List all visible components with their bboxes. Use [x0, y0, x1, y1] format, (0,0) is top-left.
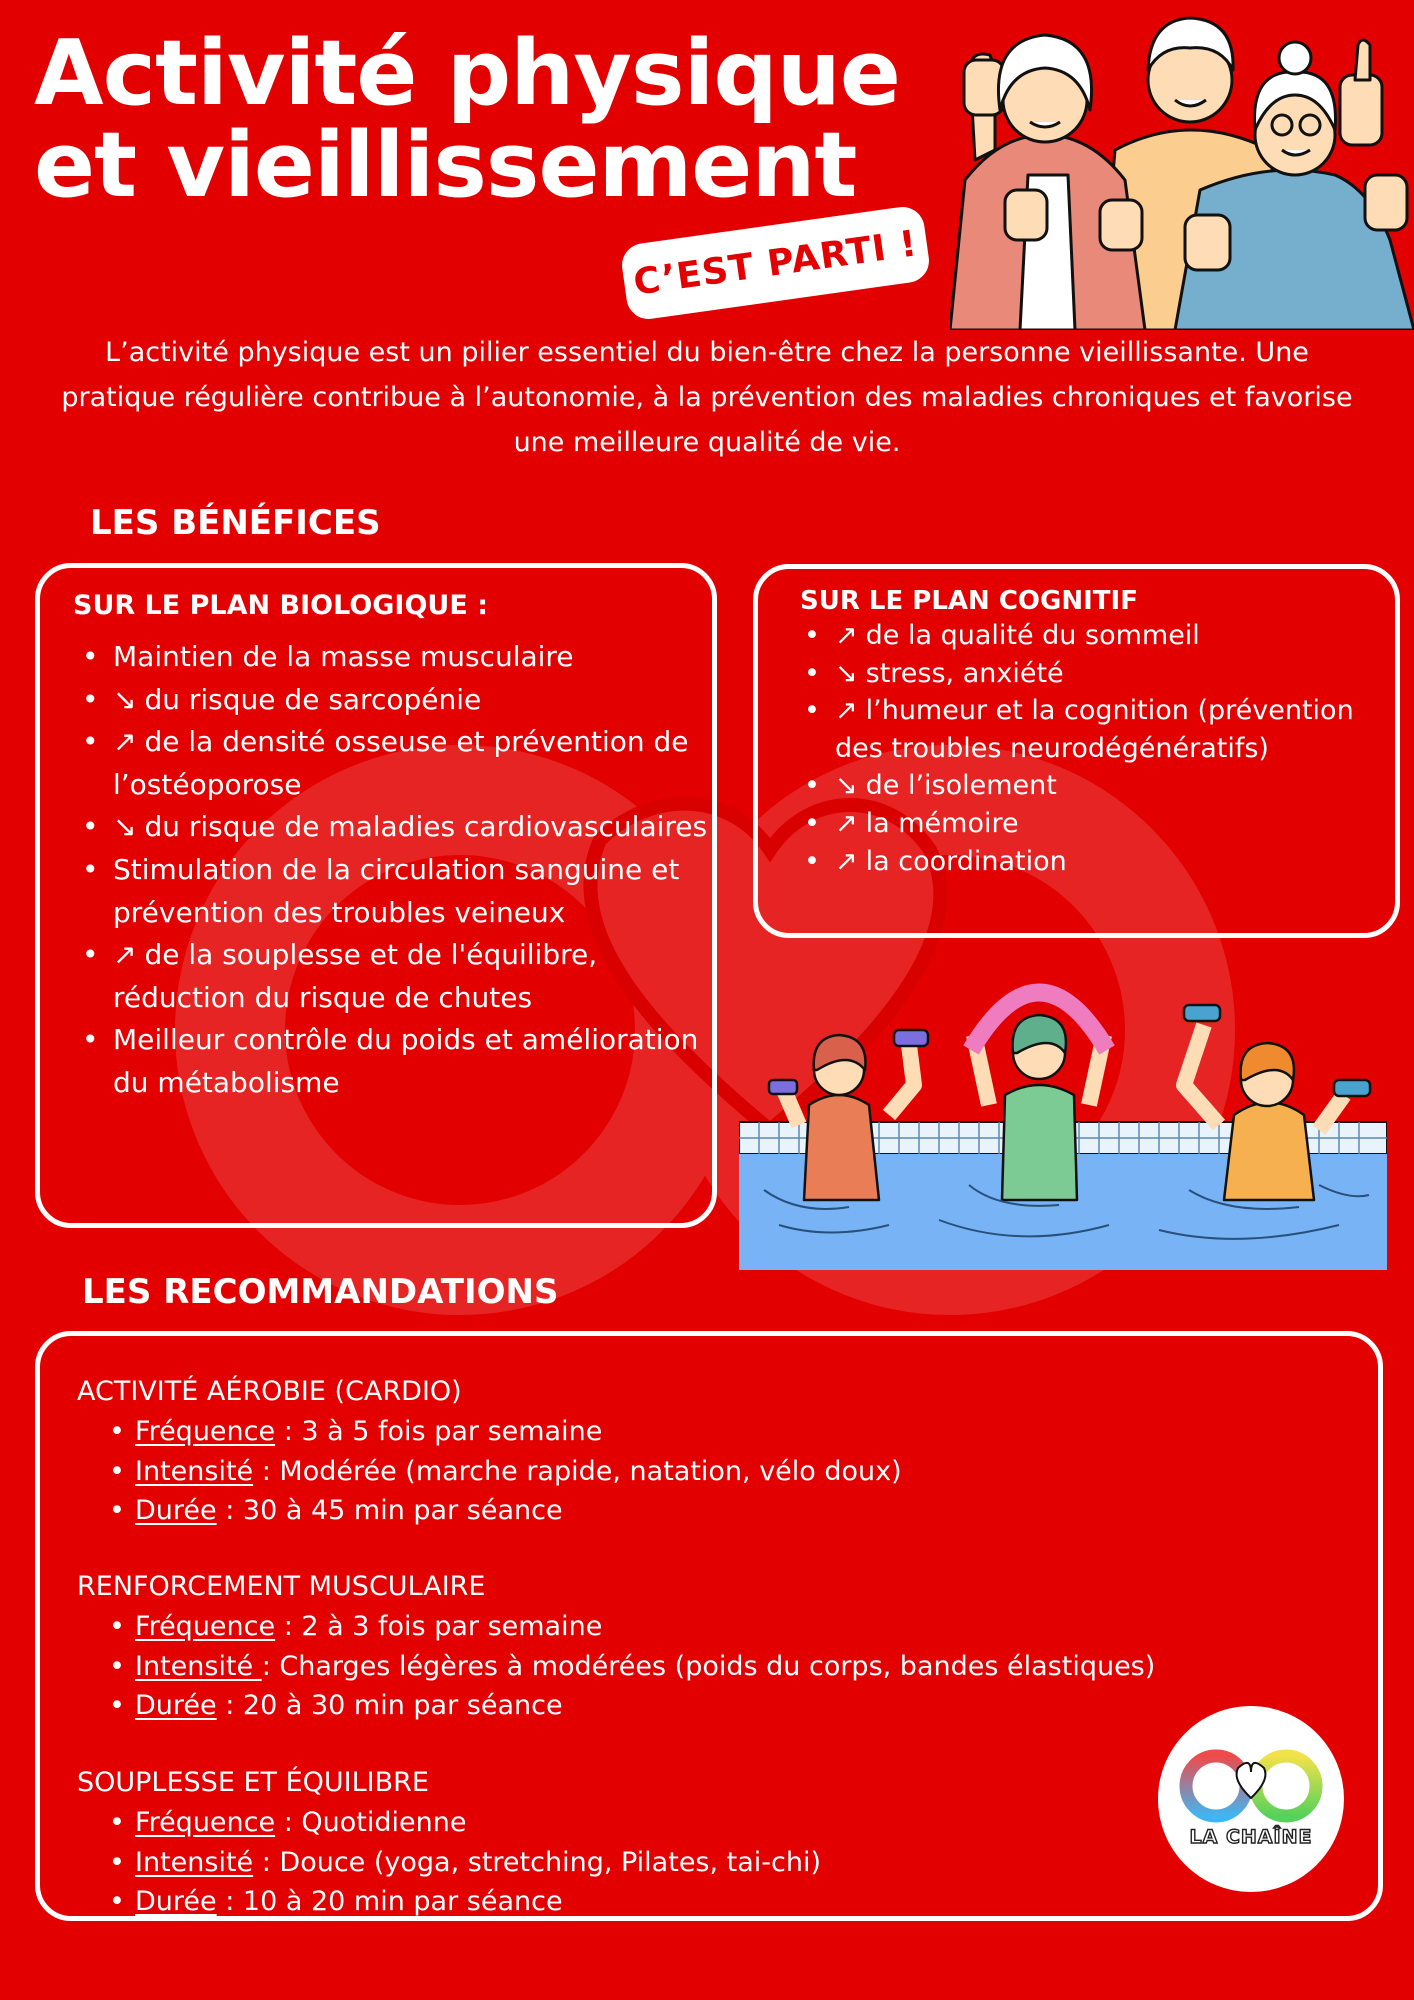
list-item: • Stimulation de la circulation sanguine et prévention des troubles veineux [78, 849, 708, 934]
arrow-up-right-icon: ↗ [835, 845, 858, 877]
list-item: • ↘ stress, anxiété [800, 655, 1390, 693]
rec-list [109, 1607, 1155, 1726]
biological-benefits-card [35, 563, 717, 1228]
list-item: • ↗ la mémoire [800, 805, 1390, 843]
seniors-thumbs-up-illustration [950, 0, 1414, 330]
aquagym-illustration [739, 975, 1387, 1270]
rec-section-flexibility [77, 1763, 821, 1922]
rec-item: • Durée : 30 à 45 min par séance [109, 1491, 902, 1531]
rec-section-title: SOUPLESSE ET ÉQUILIBRE [77, 1767, 429, 1798]
la-chaine-logo [1158, 1706, 1344, 1892]
biological-title: SUR LE PLAN BIOLOGIQUE : [73, 590, 488, 621]
infinity-handshake-icon [1158, 1706, 1344, 1892]
list-item: • ↘ du risque de sarcopénie [78, 679, 708, 722]
rec-item: • Intensité : Charges légères à modérées (poids du corps, bandes élastiques) [109, 1647, 1155, 1687]
rec-item: • Intensité : Modérée (marche rapide, natation, vélo doux) [109, 1452, 902, 1492]
benefits-heading: LES BÉNÉFICES [90, 503, 381, 543]
cest-parti-badge [619, 204, 932, 322]
title-line-1: Activité physique [34, 21, 900, 126]
biological-list [78, 636, 708, 1105]
rec-section-title: RENFORCEMENT MUSCULAIRE [77, 1571, 486, 1602]
recommendations-heading: LES RECOMMANDATIONS [82, 1272, 559, 1312]
list-item: • Maintien de la masse musculaire [78, 636, 708, 679]
title-line-2: et vieillissement [34, 113, 857, 218]
rec-list [109, 1412, 902, 1531]
arrow-up-right-icon: ↗ [113, 725, 137, 759]
rec-item: • Fréquence : Quotidienne [109, 1803, 821, 1843]
rec-item: • Fréquence : 3 à 5 fois par semaine [109, 1412, 902, 1452]
arrow-up-right-icon: ↗ [835, 807, 858, 839]
rec-section-strength [77, 1567, 1155, 1726]
arrow-up-right-icon: ↗ [835, 620, 858, 651]
list-item: • ↘ de l’isolement [800, 767, 1390, 805]
arrow-down-right-icon: ↘ [113, 810, 137, 844]
rec-item: • Intensité : Douce (yoga, stretching, Pilates, tai-chi) [109, 1843, 821, 1883]
rec-item: • Durée : 20 à 30 min par séance [109, 1686, 1155, 1726]
rec-item: • Durée : 10 à 20 min par séance [109, 1882, 821, 1922]
intro-paragraph: L’activité physique est un pilier essentiel du bien-être chez la personne vieillissante. Une pratique régulière contribue à l’autonomie, à la prévention des maladies chroniques et favorise une meilleure qualité de vie. [61, 337, 1353, 458]
list-item: • ↗ de la souplesse et de l'équilibre, réduction du risque de chutes [78, 934, 708, 1019]
cognitive-list [800, 617, 1390, 880]
rec-list [109, 1803, 821, 1922]
list-item: • ↘ du risque de maladies cardiovasculaires [78, 806, 708, 849]
arrow-down-right-icon: ↘ [835, 770, 858, 802]
arrow-up-right-icon: ↗ [113, 938, 137, 972]
list-item: • Meilleur contrôle du poids et amélioration du métabolisme [78, 1019, 708, 1104]
rec-item: • Fréquence : 2 à 3 fois par semaine [109, 1607, 1155, 1647]
list-item: • ↗ de la qualité du sommeil [800, 617, 1390, 655]
page-title [34, 21, 900, 218]
logo-text: LA CHAÎNE [1189, 1826, 1313, 1848]
rec-section-cardio [77, 1372, 902, 1531]
cognitive-benefits-card [753, 564, 1400, 938]
rec-section-title: ACTIVITÉ AÉROBIE (CARDIO) [77, 1376, 462, 1407]
badge-text: C’EST PARTI ! [631, 222, 920, 304]
arrow-up-right-icon: ↗ [835, 695, 858, 727]
list-item: • ↗ de la densité osseuse et prévention de l’ostéoporose [78, 721, 708, 806]
list-item: • ↗ l’humeur et la cognition (prévention des troubles neurodégénératifs) [800, 692, 1390, 767]
list-item: • ↗ la coordination [800, 843, 1390, 881]
cognitive-title: SUR LE PLAN COGNITIF [800, 586, 1138, 616]
arrow-down-right-icon: ↘ [835, 657, 858, 689]
arrow-down-right-icon: ↘ [113, 682, 137, 716]
